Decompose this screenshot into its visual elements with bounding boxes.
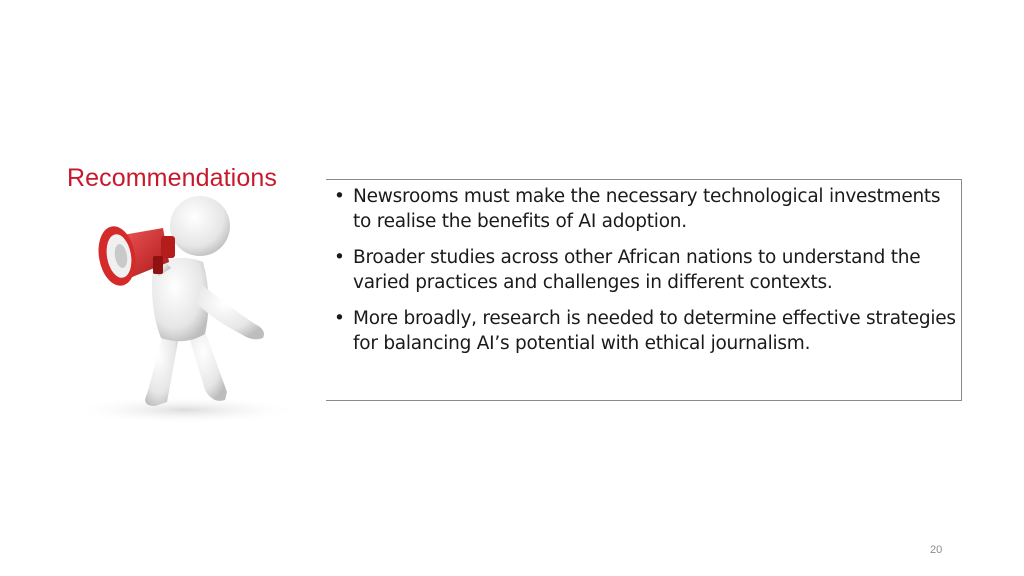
bullet-item-1: • Newsrooms must make the necessary technological investments to realise the benefits of AI adoption.: [334, 184, 961, 234]
bullet-item-2: • Broader studies across other African nations to understand the varied practices and challenges in different contexts.: [334, 245, 961, 295]
page-number: 20: [930, 544, 943, 556]
recommendations-heading: Recommendations: [67, 164, 277, 192]
bullet-list: [326, 180, 961, 356]
person-with-megaphone-icon: [55, 158, 305, 426]
recommendations-illustration: [55, 158, 305, 426]
bullet-item-3: • More broadly, research is needed to determine effective strategies for balancing AI’s potential with ethical journalism.: [334, 306, 961, 356]
recommendations-text-box: [326, 179, 962, 401]
